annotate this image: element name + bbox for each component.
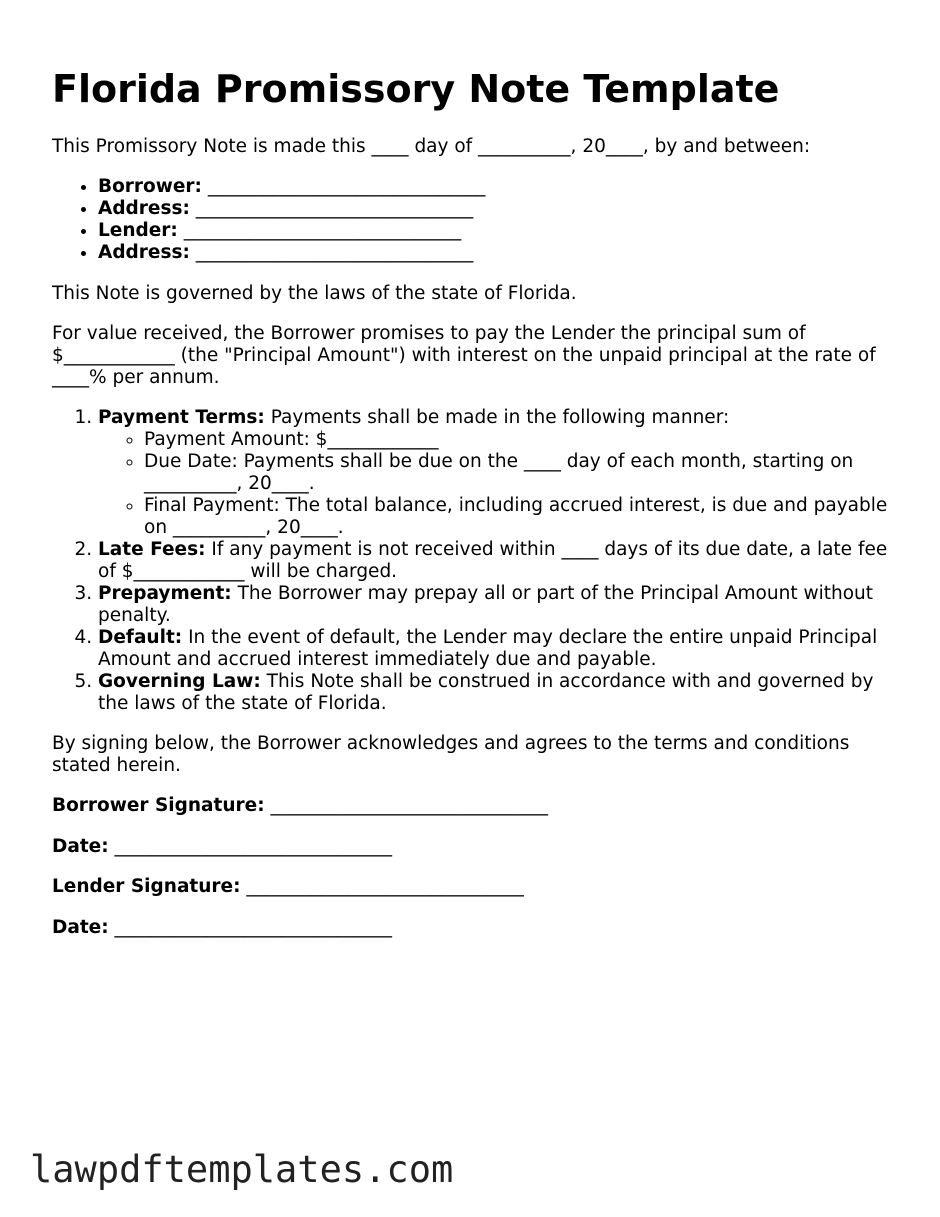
signature-label: Lender Signature:	[52, 876, 241, 897]
term-text: If any payment is not received within ____ days of its due date, a late fee of $____________ will be charged.	[98, 539, 888, 582]
term-late-fees	[98, 539, 888, 583]
acknowledgement-paragraph: By signing below, the Borrower acknowledges and agrees to the terms and conditions stated herein.	[52, 733, 850, 776]
signature-label: Date:	[52, 917, 109, 938]
page-title: Florida Promissory Note Template	[52, 67, 780, 111]
term-text: In the event of default, the Lender may declare the entire unpaid Principal Amount and accrued interest immediately due and payable.	[98, 627, 878, 670]
term-text: Payments shall be made in the following manner:	[264, 407, 730, 428]
value-received-paragraph: For value received, the Borrower promises to pay the Lender the principal sum of $____________ (the "Principal Amount") with interest on the unpaid principal at the rate of ____% per annum.	[52, 323, 876, 388]
party-lender	[98, 220, 485, 242]
party-label: Lender:	[98, 220, 178, 241]
term-label: Prepayment:	[98, 583, 232, 604]
term-text: This Note shall be construed in accordance with and governed by the laws of the state of Florida.	[98, 671, 874, 714]
signature-label: Date:	[52, 836, 109, 857]
payment-amount-item: ◦ Payment Amount: $____________	[144, 429, 888, 451]
signature-blank: ______________________________	[114, 917, 393, 938]
signature-label: Borrower Signature:	[52, 795, 265, 816]
party-label: Address:	[98, 242, 190, 263]
lender-signature-line	[52, 876, 524, 898]
term-text: The Borrower may prepay all or part of the Principal Amount without penalty.	[98, 583, 873, 626]
term-label: Default:	[98, 627, 183, 648]
term-prepayment	[98, 583, 888, 627]
payment-sublist	[98, 429, 888, 539]
party-borrower-address	[98, 198, 485, 220]
parties-list	[52, 176, 485, 264]
final-payment-item: ◦ Final Payment: The total balance, including accrued interest, is due and payable on __________, 20____.	[144, 495, 888, 539]
governing-sentence: This Note is governed by the laws of the state of Florida.	[52, 283, 577, 304]
term-label: Late Fees:	[98, 539, 206, 560]
terms-list	[52, 407, 888, 715]
site-watermark: lawpdftemplates.com	[30, 1148, 454, 1191]
party-borrower	[98, 176, 485, 198]
lender-date-line	[52, 917, 392, 939]
term-governing-law	[98, 671, 888, 715]
borrower-date-line	[52, 836, 392, 858]
signature-blank: ______________________________	[270, 795, 549, 816]
term-label: Governing Law:	[98, 671, 261, 692]
party-lender-address	[98, 242, 485, 264]
signature-blank: ______________________________	[246, 876, 524, 897]
due-date-item: ◦ Due Date: Payments shall be due on the ____ day of each month, starting on __________, 20____.	[144, 451, 888, 495]
party-blank: ______________________________	[183, 220, 462, 241]
party-blank: ______________________________	[195, 242, 474, 263]
intro-paragraph: This Promissory Note is made this ____ day of __________, 20____, by and between:	[52, 136, 811, 157]
party-label: Borrower:	[98, 176, 202, 197]
party-blank: ______________________________	[207, 176, 486, 197]
term-default	[98, 627, 888, 671]
term-payment-terms	[98, 407, 888, 539]
party-blank: ______________________________	[195, 198, 474, 219]
borrower-signature-line	[52, 795, 548, 817]
party-label: Address:	[98, 198, 190, 219]
term-label: Payment Terms:	[98, 407, 265, 428]
signature-blank: ______________________________	[114, 836, 393, 857]
